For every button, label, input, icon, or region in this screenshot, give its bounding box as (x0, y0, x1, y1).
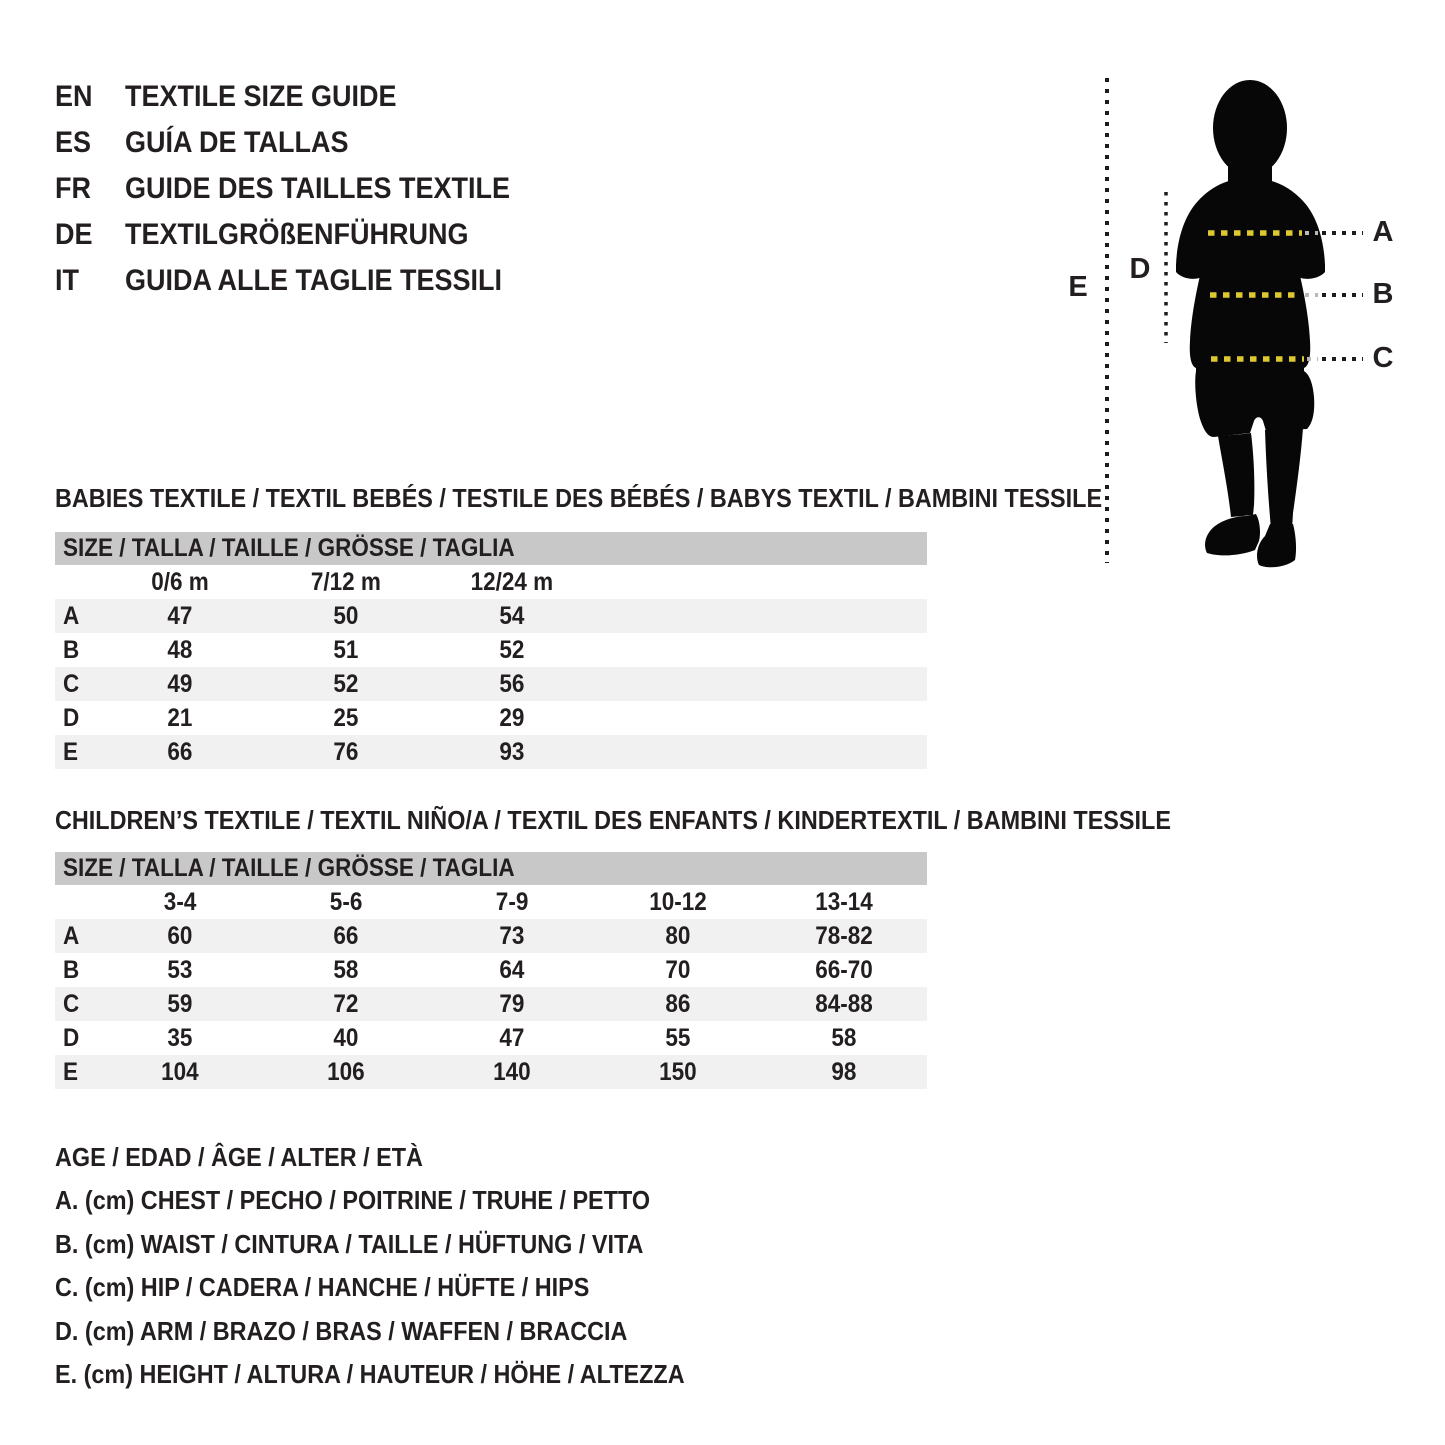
size-value: 49 (167, 669, 193, 698)
lang-title: GUIDE DES TAILLES TEXTILE (125, 172, 511, 205)
row-label: C (63, 989, 80, 1018)
table-row (55, 1055, 927, 1089)
language-header (55, 74, 553, 304)
size-value: 73 (499, 921, 525, 950)
lang-code: FR (55, 172, 91, 205)
size-header-bar: SIZE / TALLA / TAILLE / GRÖSSE / TAGLIA (55, 532, 927, 565)
column-header: 7/12 m (310, 567, 382, 596)
column-header: 7-9 (495, 887, 529, 916)
section-title-children: CHILDREN’S TEXTILE / TEXTIL NIÑO/A / TEXTIL DES ENFANTS / KINDERTEXTIL / BAMBINI TESSILE (55, 805, 1171, 835)
lang-row-de (55, 212, 553, 258)
size-value: 66 (333, 921, 359, 950)
child-silhouette-graphic (1060, 60, 1445, 600)
table-row (55, 599, 927, 633)
size-value: 48 (167, 635, 193, 664)
row-label: A (63, 601, 80, 630)
size-value: 150 (659, 1057, 697, 1086)
table-row (55, 667, 927, 701)
measure-label-c: C (1372, 342, 1394, 374)
legend-line-chest: A. (cm) CHEST / PECHO / POITRINE / TRUHE / PETTO (55, 1185, 651, 1216)
table-row (55, 735, 927, 769)
lang-row-en (55, 74, 553, 120)
size-value: 80 (665, 921, 691, 950)
size-value: 25 (333, 703, 359, 732)
size-value: 76 (333, 737, 359, 766)
size-value: 106 (327, 1057, 365, 1086)
size-value: 21 (167, 703, 193, 732)
table-row (55, 633, 927, 667)
size-value: 52 (499, 635, 525, 664)
size-value: 54 (499, 601, 525, 630)
size-value: 93 (499, 737, 525, 766)
table-row (55, 1021, 927, 1055)
lang-title: TEXTILE SIZE GUIDE (125, 80, 397, 113)
size-value: 58 (831, 1023, 857, 1052)
lang-title: GUÍA DE TALLAS (125, 126, 349, 159)
column-header: 3-4 (163, 887, 197, 916)
measure-label-d: D (1129, 253, 1151, 285)
row-label: C (63, 669, 80, 698)
row-label: E (63, 737, 79, 766)
size-header-bar: SIZE / TALLA / TAILLE / GRÖSSE / TAGLIA (55, 852, 927, 885)
measure-label-e: E (1068, 271, 1088, 303)
size-value: 50 (333, 601, 359, 630)
lang-row-fr (55, 166, 553, 212)
size-value: 84-88 (815, 989, 873, 1018)
size-value: 29 (499, 703, 525, 732)
lang-row-it (55, 258, 553, 304)
size-value: 64 (499, 955, 525, 984)
measurement-figure (1060, 60, 1445, 600)
row-label: D (63, 703, 80, 732)
row-label: D (63, 1023, 80, 1052)
lang-code: IT (55, 264, 80, 297)
legend-line-waist: B. (cm) WAIST / CINTURA / TAILLE / HÜFTUNG / VITA (55, 1228, 644, 1259)
column-header-row (55, 565, 927, 599)
size-value: 70 (665, 955, 691, 984)
table-row (55, 701, 927, 735)
size-value: 86 (665, 989, 691, 1018)
size-value: 53 (167, 955, 193, 984)
size-value: 98 (831, 1057, 857, 1086)
lang-title: TEXTILGRÖßENFÜHRUNG (125, 218, 469, 251)
lang-code: ES (55, 126, 92, 159)
section-title-babies: BABIES TEXTILE / TEXTIL BEBÉS / TESTILE DES BÉBÉS / BABYS TEXTIL / BAMBINI TESSILE (55, 483, 1103, 513)
column-header: 12/24 m (470, 567, 554, 596)
table-row (55, 953, 927, 987)
size-value: 47 (499, 1023, 525, 1052)
size-value: 72 (333, 989, 359, 1018)
size-value: 47 (167, 601, 193, 630)
size-value: 55 (665, 1023, 691, 1052)
column-header: 13-14 (815, 887, 873, 916)
lang-row-es (55, 120, 553, 166)
column-header-row (55, 885, 927, 919)
children-size-table (55, 852, 927, 1089)
row-label: B (63, 635, 80, 664)
size-value: 66-70 (815, 955, 873, 984)
size-value: 40 (333, 1023, 359, 1052)
size-value: 51 (333, 635, 359, 664)
column-header: 10-12 (649, 887, 707, 916)
row-label: B (63, 955, 80, 984)
legend-line-age: AGE / EDAD / ÂGE / ALTER / ETÀ (55, 1142, 423, 1172)
babies-size-table (55, 532, 927, 769)
size-value: 56 (499, 669, 525, 698)
lang-title: GUIDA ALLE TAGLIE TESSILI (125, 264, 503, 297)
row-label: E (63, 1057, 79, 1086)
column-header: 5-6 (329, 887, 363, 916)
size-value: 35 (167, 1023, 193, 1052)
measure-label-a: A (1372, 216, 1394, 248)
size-value: 58 (333, 955, 359, 984)
size-value: 60 (167, 921, 193, 950)
legend-line-height: E. (cm) HEIGHT / ALTURA / HAUTEUR / HÖHE / ALTEZZA (55, 1359, 685, 1390)
size-value: 140 (493, 1057, 531, 1086)
column-header: 0/6 m (151, 567, 209, 596)
table-row (55, 919, 927, 953)
size-value: 59 (167, 989, 193, 1018)
lang-code: DE (55, 218, 93, 251)
legend-line-arm: D. (cm) ARM / BRAZO / BRAS / WAFFEN / BRACCIA (55, 1315, 628, 1346)
measurement-legend (55, 1136, 755, 1396)
legend-line-hip: C. (cm) HIP / CADERA / HANCHE / HÜFTE / HIPS (55, 1272, 590, 1303)
lang-code: EN (55, 80, 93, 113)
size-value: 104 (161, 1057, 199, 1086)
size-value: 79 (499, 989, 525, 1018)
table-row (55, 987, 927, 1021)
size-value: 52 (333, 669, 359, 698)
measure-label-b: B (1372, 278, 1394, 310)
size-value: 78-82 (815, 921, 873, 950)
row-label: A (63, 921, 80, 950)
size-value: 66 (167, 737, 193, 766)
